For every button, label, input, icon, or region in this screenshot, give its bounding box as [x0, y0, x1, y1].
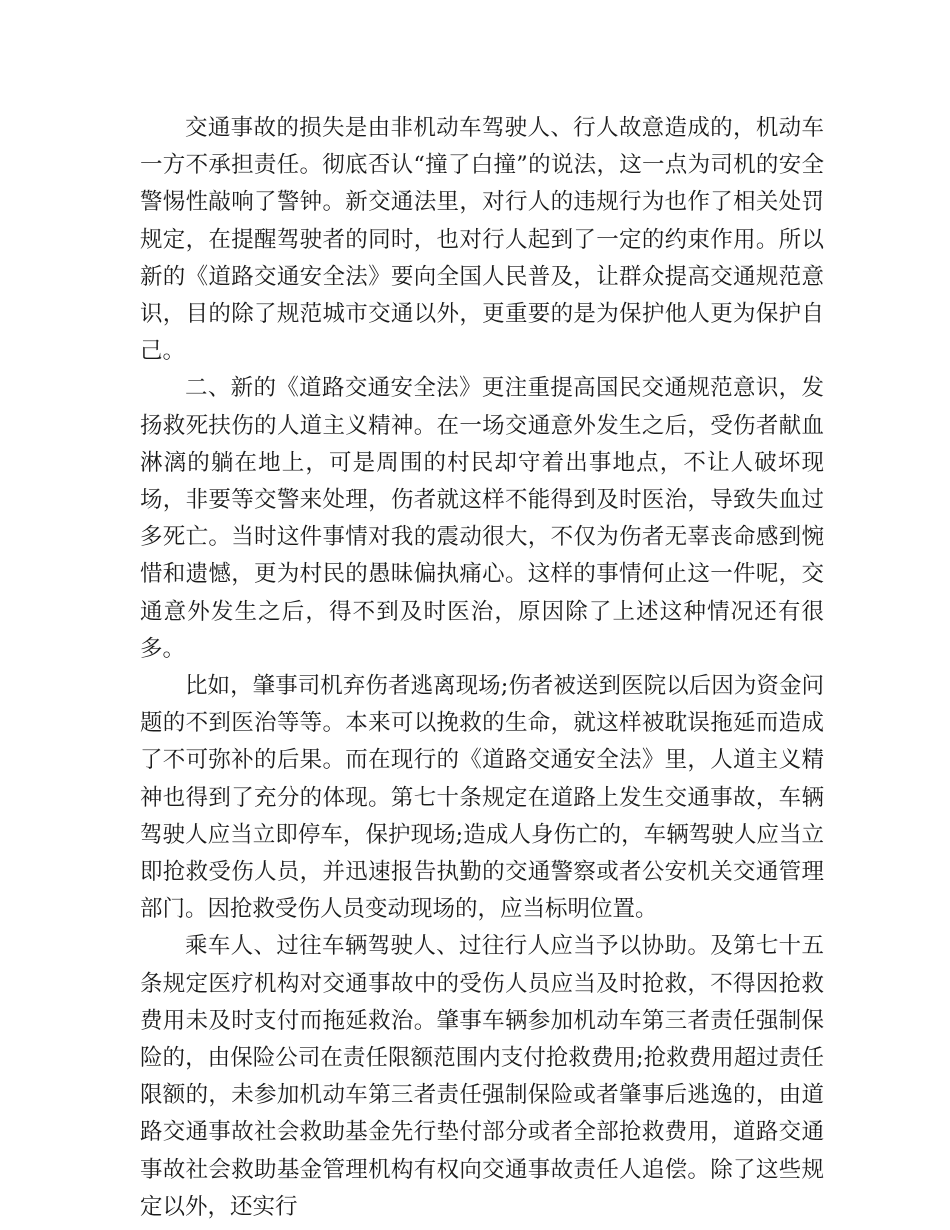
- paragraph-3: 比如，肇事司机弃伤者逃离现场;伤者被送到医院以后因为资金问题的不到医治等等。本来可以挽救的生命，就这样被耽误拖延而造成了不可弥补的后果。而在现行的《道路交通安全法》里，人道主义精神也得到了充分的体现。第七十条规定在道路上发生交通事故，车辆驾驶人应当立即停车，保护现场;造成人身伤亡的，车辆驾驶人应当立即抢救受伤人员，并迅速报告执勤的交通警察或者公安机关交通管理部门。因抢救受伤人员变动现场的，应当标明位置。: [140, 673, 824, 923]
- document-body: [140, 110, 824, 1226]
- paragraph-4: 乘车人、过往车辆驾驶人、过往行人应当予以协助。及第七十五条规定医疗机构对交通事故中的受伤人员应当及时抢救，不得因抢救费用未及时支付而拖延救治。肇事车辆参加机动车第三者责任强制保险的，由保险公司在责任限额范围内支付抢救费用;抢救费用超过责任限额的，未参加机动车第三者责任强制保险或者肇事后逃逸的，由道路交通事故社会救助基金先行垫付部分或者全部抢救费用，道路交通事故社会救助基金管理机构有权向交通事故责任人追偿。除了这些规定以外，还实行: [140, 933, 824, 1220]
- paragraph-1: 交通事故的损失是由非机动车驾驶人、行人故意造成的，机动车一方不承担责任。彻底否认“撞了白撞”的说法，这一点为司机的安全警惕性敲响了警钟。新交通法里，对行人的违规行为也作了相关处罚规定，在提醒驾驶者的同时，也对行人起到了一定的约束作用。所以新的《道路交通安全法》要向全国人民普及，让群众提高交通规范意识，目的除了规范城市交通以外，更重要的是为保护他人更为保护自己。: [140, 115, 824, 365]
- paragraph-2: 二、新的《道路交通安全法》更注重提高国民交通规范意识，发扬救死扶伤的人道主义精神。在一场交通意外发生之后，受伤者献血淋漓的躺在地上，可是周围的村民却守着出事地点，不让人破坏现场，非要等交警来处理，伤者就这样不能得到及时医治，导致失血过多死亡。当时这件事情对我的震动很大，不仅为伤者无辜丧命感到惋惜和遗憾，更为村民的愚昧偏执痛心。这样的事情何止这一件呢，交通意外发生之后，得不到及时医治，原因除了上述这种情况还有很多。: [140, 375, 824, 662]
